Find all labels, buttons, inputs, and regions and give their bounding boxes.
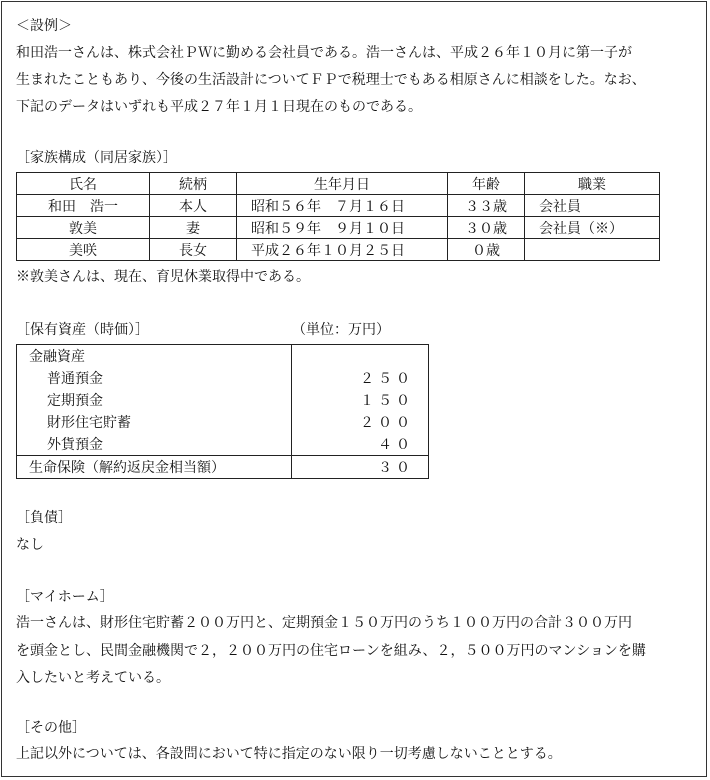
table-row: [17, 195, 660, 217]
insurance-label: 生命保険（解約返戻金相当額）: [17, 456, 292, 479]
header-relation: 続柄: [150, 173, 237, 195]
cell-age: ３０歳: [448, 217, 525, 239]
assets-title: ［保有資産（時価）］: [16, 322, 149, 338]
other-text: 上記以外については、各設問において特に指定のない限り一切考慮しないこととする。: [16, 746, 562, 762]
debt-text: なし: [16, 537, 44, 553]
asset-label: 定期預金: [17, 389, 292, 411]
cell-relation: 長女: [150, 239, 237, 261]
assets-unit: （単位：万円）: [292, 322, 390, 338]
intro-line-3: 下記のデータはいずれも平成２７年１月１日現在のものである。: [16, 99, 422, 115]
asset-value: １５０: [292, 389, 429, 411]
cell-name: 敦美: [17, 217, 150, 239]
other-title: ［その他］: [16, 720, 86, 736]
table-row: [17, 456, 429, 479]
intro-line-2: 生まれたこともあり、今後の生活設計についてＦＰで税理士でもある相原さんに相談をした。なお、: [16, 72, 646, 88]
cell-birth: 平成２６年１０月２５日: [237, 239, 448, 261]
cell-name: 和田 浩一: [17, 195, 150, 217]
asset-value: ４０: [292, 433, 429, 456]
header-birth: 生年月日: [237, 173, 448, 195]
table-row: [17, 367, 429, 389]
cell-relation: 妻: [150, 217, 237, 239]
financial-label: 金融資産: [17, 345, 292, 368]
table-row: [17, 433, 429, 456]
insurance-value: ３０: [292, 456, 429, 479]
asset-label: 財形住宅貯蓄: [17, 411, 292, 433]
intro-line-1: 和田浩一さんは、株式会社ＰＷに勤める会社員である。浩一さんは、平成２６年１０月に第一子が: [16, 45, 632, 61]
asset-label: 普通預金: [17, 367, 292, 389]
debt-title: ［負債］: [16, 510, 72, 526]
assets-row-financial: [17, 345, 429, 368]
family-title: ［家族構成（同居家族）］: [16, 150, 177, 166]
cell-age: ０歳: [448, 239, 525, 261]
cell-birth: 昭和５９年 ９月１０日: [237, 217, 448, 239]
header-name: 氏名: [17, 173, 150, 195]
cell-job: [525, 239, 660, 261]
cell-birth: 昭和５６年 ７月１６日: [237, 195, 448, 217]
cell-job: 会社員: [525, 195, 660, 217]
asset-label: 外貨預金: [17, 433, 292, 456]
assets-table: [16, 344, 429, 479]
myhome-title: ［マイホーム］: [16, 589, 114, 605]
table-row: [17, 389, 429, 411]
header-job: 職業: [525, 173, 660, 195]
table-row: [17, 239, 660, 261]
table-row: [17, 217, 660, 239]
myhome-line-3: 入したいと考えている。: [16, 670, 170, 686]
cell-name: 美咲: [17, 239, 150, 261]
family-note: ※敦美さんは、現在、育児休業取得中である。: [16, 269, 310, 285]
myhome-line-1: 浩一さんは、財形住宅貯蓄２００万円と、定期預金１５０万円のうち１００万円の合計３００万円: [16, 615, 632, 631]
myhome-line-2: を頭金とし、民間金融機関で２，２００万円の住宅ローンを組み、２，５００万円のマンションを購: [16, 643, 646, 659]
cell-job: 会社員（※）: [525, 217, 660, 239]
family-table: [16, 172, 660, 261]
heading: ＜設例＞: [16, 18, 72, 34]
cell-age: ３３歳: [448, 195, 525, 217]
asset-value: ２５０: [292, 367, 429, 389]
asset-value: ２００: [292, 411, 429, 433]
table-row: [17, 411, 429, 433]
header-age: 年齢: [448, 173, 525, 195]
cell-relation: 本人: [150, 195, 237, 217]
family-header-row: [17, 173, 660, 195]
